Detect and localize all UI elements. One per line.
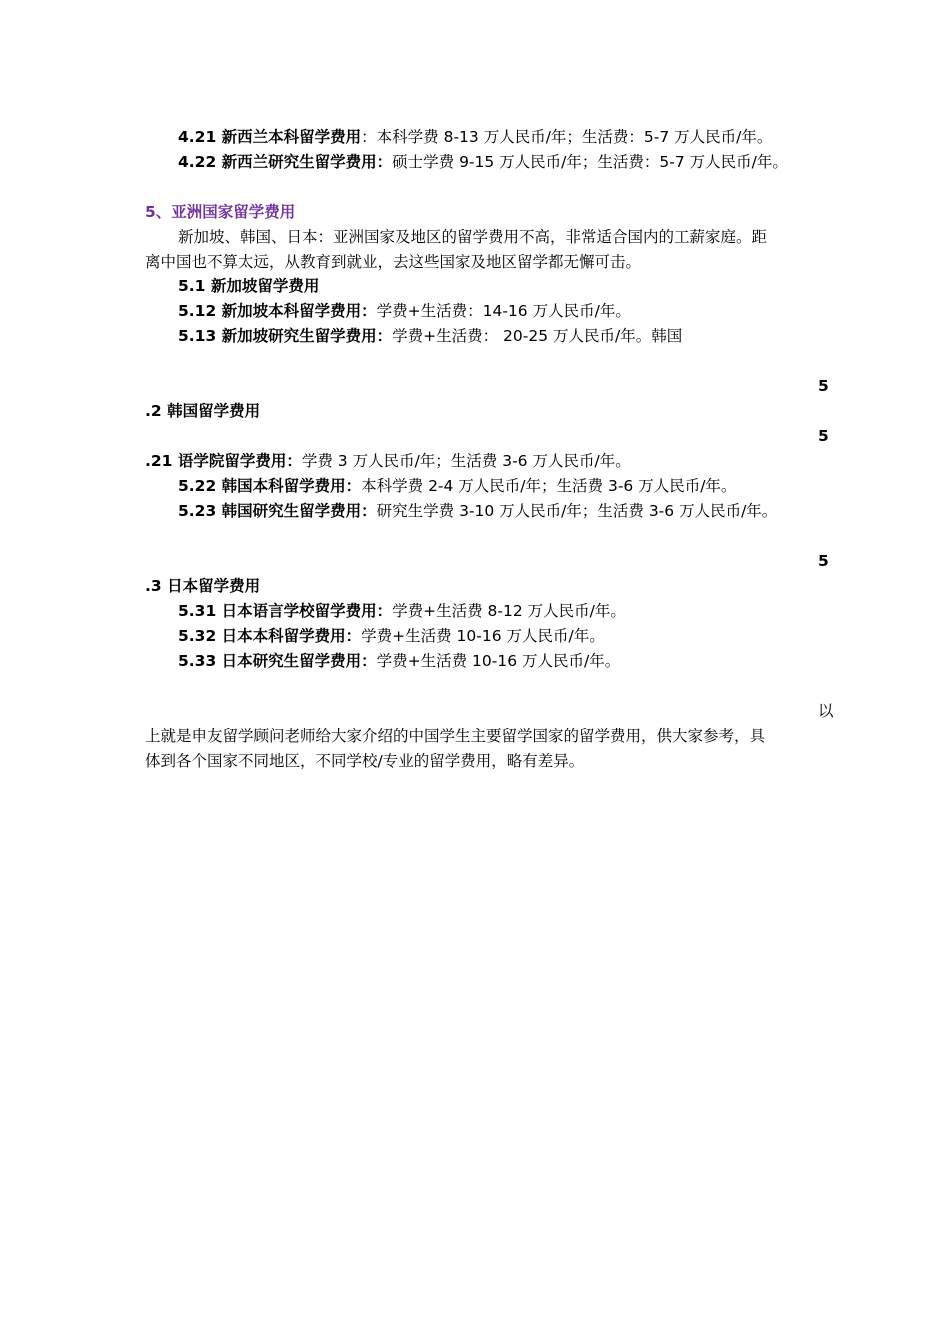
line-label: 5.32 日本本科留学费用： — [178, 627, 362, 645]
section-heading-asia: 5、亚洲国家留学费用 — [145, 203, 296, 221]
japan-title: .3 日本留学费用 — [145, 577, 261, 595]
nz-graduate-cost-line — [178, 151, 788, 173]
asia-intro-line-1: 新加坡、韩国、日本：亚洲国家及地区的留学费用不高，非常适合国内的工薪家庭。距 — [178, 228, 768, 246]
line-text: 学费+生活费 8-12 万人民币/年。 — [392, 602, 626, 620]
nz-undergrad-cost-line — [178, 126, 772, 148]
line-label: 5.22 韩国本科留学费用： — [178, 477, 362, 495]
line-text: 学费+生活费：14-16 万人民币/年。 — [376, 302, 631, 320]
japan-section-number: 5 — [818, 552, 829, 570]
line-text: 学费 3 万人民币/年；生活费 3-6 万人民币/年。 — [301, 452, 631, 470]
korea-language-school-cost-line — [145, 450, 631, 472]
line-text: 学费+生活费 10-16 万人民币/年。 — [361, 627, 605, 645]
line-text: 研究生学费 3-10 万人民币/年；生活费 3-6 万人民币/年。 — [376, 502, 778, 520]
asia-intro-line-2: 离中国也不算太远，从教育到就业，去这些国家及地区留学都无懈可击。 — [145, 253, 642, 271]
line-label: 5.33 日本研究生留学费用： — [178, 652, 377, 670]
line-text: 硕士学费 9-15 万人民币/年；生活费：5-7 万人民币/年。 — [392, 153, 788, 171]
label-separator: ： — [361, 128, 377, 146]
japan-language-school-cost-line — [178, 600, 626, 622]
line-text: 学费+生活费 10-16 万人民币/年。 — [376, 652, 621, 670]
line-text: 本科学费 2-4 万人民币/年；生活费 3-6 万人民币/年。 — [361, 477, 737, 495]
line-label: 4.22 新西兰研究生留学费用： — [178, 153, 393, 171]
line-text: 学费+生活费： 20-25 万人民币/年。韩国 — [392, 327, 683, 345]
line-text: 本科学费 8-13 万人民币/年；生活费：5-7 万人民币/年。 — [376, 128, 773, 146]
singapore-graduate-cost-line — [178, 325, 682, 347]
line-label: .21 语学院留学费用： — [145, 452, 302, 470]
singapore-title: 5.1 新加坡留学费用 — [178, 277, 320, 295]
closing-line-1: 上就是申友留学顾问老师给大家介绍的中国学生主要留学国家的留学费用，供大家参考，具 — [145, 727, 766, 745]
line-label: 5.12 新加坡本科留学费用： — [178, 302, 377, 320]
japan-graduate-cost-line — [178, 650, 620, 672]
korea-graduate-cost-line — [178, 500, 777, 522]
singapore-undergrad-cost-line — [178, 300, 631, 322]
line-label: 4.21 新西兰本科留学费用 — [178, 128, 362, 146]
line-label: 5.31 日本语言学校留学费用： — [178, 602, 393, 620]
line-label: 5.13 新加坡研究生留学费用： — [178, 327, 393, 345]
closing-line-2: 体到各个国家不同地区，不同学校/专业的留学费用，略有差异。 — [145, 752, 585, 770]
korea-section-number: 5 — [818, 377, 829, 395]
line-label: 5.23 韩国研究生留学费用： — [178, 502, 377, 520]
korea-title: .2 韩国留学费用 — [145, 402, 261, 420]
korea-language-section-number: 5 — [818, 427, 829, 445]
closing-first-char: 以 — [818, 702, 834, 720]
korea-undergrad-cost-line — [178, 475, 736, 497]
japan-undergrad-cost-line — [178, 625, 605, 647]
